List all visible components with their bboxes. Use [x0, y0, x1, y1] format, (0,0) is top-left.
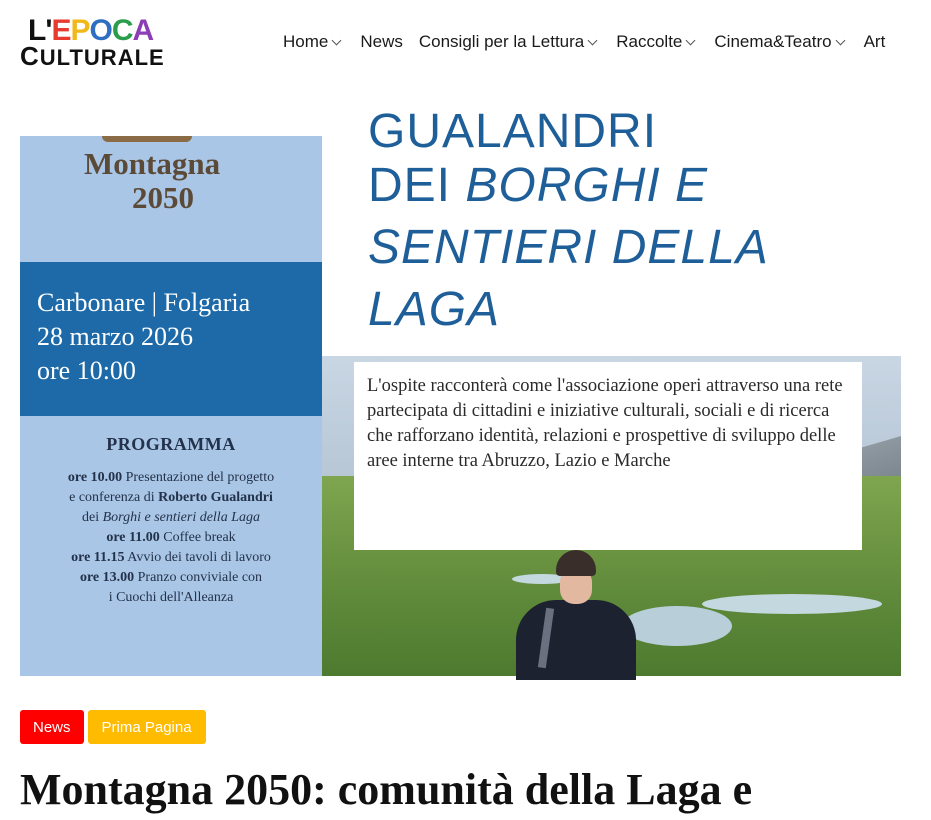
poster-title: Montagna [84, 146, 221, 181]
site-logo[interactable] [20, 14, 192, 71]
chevron-down-icon [835, 35, 845, 45]
poster-headline-line2: SENTIERI DELLA [368, 221, 769, 274]
event-time: ore 10:00 [37, 356, 136, 385]
pond [702, 594, 882, 614]
poster-headline-cut: GUALANDRI [368, 105, 658, 158]
speaker-photo [508, 548, 640, 676]
main-nav [283, 30, 901, 54]
logo-wordmark-bottom: CULTURALE [20, 41, 165, 71]
program-line: i Cuochi dell'Alleanza [108, 590, 234, 605]
event-poster-panel [20, 136, 322, 676]
poster-headline-line1: DEI BORGHI E [368, 159, 709, 212]
nav-item-consigli-lettura[interactable]: Consigli per la Lettura [419, 30, 596, 54]
event-details-band [20, 262, 322, 416]
chevron-down-icon [332, 35, 342, 45]
event-location: Carbonare | Folgaria [37, 288, 251, 317]
program-line: ore 11.15 Avvio dei tavoli di lavoro [71, 550, 271, 565]
tag-news[interactable]: News [20, 710, 84, 744]
event-photo-panel [322, 105, 901, 676]
category-tags [20, 710, 206, 744]
nav-item-cinema-teatro[interactable]: Cinema&Teatro [714, 30, 843, 54]
program-line: ore 13.00 Pranzo conviviale con [79, 570, 263, 585]
program-list [20, 468, 322, 608]
nav-item-home[interactable]: Home [283, 30, 340, 54]
featured-image[interactable] [20, 105, 901, 676]
chevron-down-icon [686, 35, 696, 45]
poster-title-year: 2050 [132, 180, 194, 215]
program-line: ore 10.00 Presentazione del progetto [67, 470, 275, 485]
chevron-down-icon [588, 35, 598, 45]
logo-wordmark-top: L'EPOCA [28, 14, 154, 47]
program-line: ore 11.00 Coffee break [106, 530, 236, 545]
event-date: 28 marzo 2026 [37, 322, 193, 351]
nav-item-art[interactable]: Art [863, 32, 886, 51]
poster-headline-line3: LAGA [368, 283, 501, 336]
tag-prima-pagina[interactable]: Prima Pagina [88, 710, 206, 744]
poster-quote: L'ospite racconterà come l'associazione operi attraverso una rete partecipata di cittadini e iniziative culturali, sociali e di ricerca che rafforzano identità, relazioni e prospettive di sviluppo delle aree interne tra Abruzzo, Lazio e Marche [367, 376, 843, 471]
nav-item-news[interactable]: News [360, 32, 403, 51]
quote-box [354, 362, 862, 550]
program-heading: PROGRAMMA [106, 434, 236, 454]
site-header [0, 0, 931, 84]
nav-item-raccolte[interactable]: Raccolte [616, 30, 694, 54]
program-line: e conferenza di Roberto Gualandri [69, 490, 273, 505]
article-title: Montagna 2050: comunità della Laga e [20, 765, 753, 814]
poster-logo-swoosh [102, 136, 192, 142]
program-line: dei Borghi e sentieri della Laga [82, 510, 260, 525]
